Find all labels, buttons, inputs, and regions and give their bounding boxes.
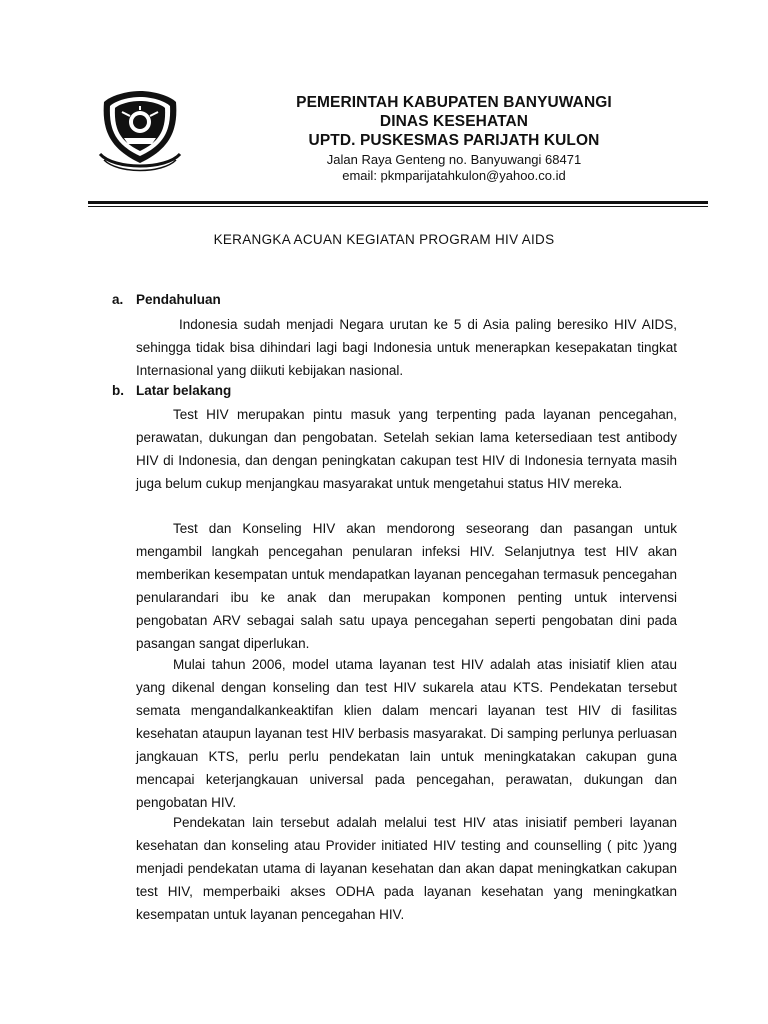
office-name: UPTD. PUSKESMAS PARIJATH KULON [308, 132, 600, 149]
office-email: email: pkmparijatahkulon@yahoo.co.id [342, 168, 566, 183]
paragraph: Test dan Konseling HIV akan mendorong seseorang dan pasangan untuk mengambil langkah pencegahan penularan infeksi HIV. Selanjutnya test HIV akan memberikan kesempatan untuk mendapatkan layanan pencegahan termasuk pencegahan penularandari ibu ke anak dan merupakan komponen penting untuk intervensi pengobatan ARV sebagai salah satu upaya pencegahan seperti pengobatan dini pada pasangan sangat diperlukan. [136, 521, 677, 651]
document-title: KERANGKA ACUAN KEGIATAN PROGRAM HIV AIDS [213, 232, 555, 247]
department-name: DINAS KESEHATAN [379, 113, 529, 130]
section-marker: a. [112, 292, 124, 307]
section-heading-b [112, 382, 231, 400]
section-title: Latar belakang [136, 383, 232, 398]
paragraph: Pendekatan lain tersebut adalah melalui test HIV atas inisiatif pemberi layanan kesehatan dan konseling atau Provider initiated HIV testing and counselling ( pitc )yang menjadi pendekatan utama di layanan kesehatan dan akan dapat meningkatkan cakupan test HIV, memperbaiki akses ODHA pada layanan kesehatan yang meningkatkan kesempatan untuk layanan pencegahan HIV. [136, 815, 677, 922]
paragraph: Indonesia sudah menjadi Negara urutan ke 5 di Asia paling beresiko HIV AIDS, sehingga tidak bisa dihindari lagi bagi Indonesia untuk menerapkan kesepakatan tingkat Internasional yang diikuti kebijakan nasional. [136, 317, 677, 378]
section-title: Pendahuluan [136, 292, 221, 307]
paragraph: Mulai tahun 2006, model utama layanan test HIV adalah atas inisiatif klien atau yang dikenal dengan konseling dan test HIV sukarela atau KTS. Pendekatan tersebut semata mengandalkankeaktifan klien dalam mencari layanan test HIV di fasilitas kesehatan ataupun layanan test HIV berbasis masyarakat. Di samping perlunya perluasan jangkauan KTS, perlu perlu pendekatan lain untuk meningkatakan cakupan guna mencapai keterjangkauan universal pada pencegahan, perawatan, dukungan dan pengobatan HIV. [136, 657, 677, 810]
regency-emblem-logo [94, 88, 186, 176]
emblem-icon [94, 88, 186, 176]
section-heading-a [112, 291, 221, 309]
office-address: Jalan Raya Genteng no. Banyuwangi 68471 [326, 152, 582, 167]
paragraph: Test HIV merupakan pintu masuk yang terpenting pada layanan pencegahan, perawatan, dukungan dan pengobatan. Setelah sekian lama ketersediaan test antibody HIV di Indonesia, dan dengan peningkatan cakupan test HIV di Indonesia ternyata masih juga belum cukup menjangkau masyarakat untuk mengetahui status HIV mereka. [136, 407, 677, 491]
letterhead-divider-thin [88, 206, 708, 207]
letterhead [200, 93, 708, 184]
section-marker: b. [112, 383, 124, 398]
government-name: PEMERINTAH KABUPATEN BANYUWANGI [296, 94, 612, 111]
letterhead-divider-thick [88, 201, 708, 204]
